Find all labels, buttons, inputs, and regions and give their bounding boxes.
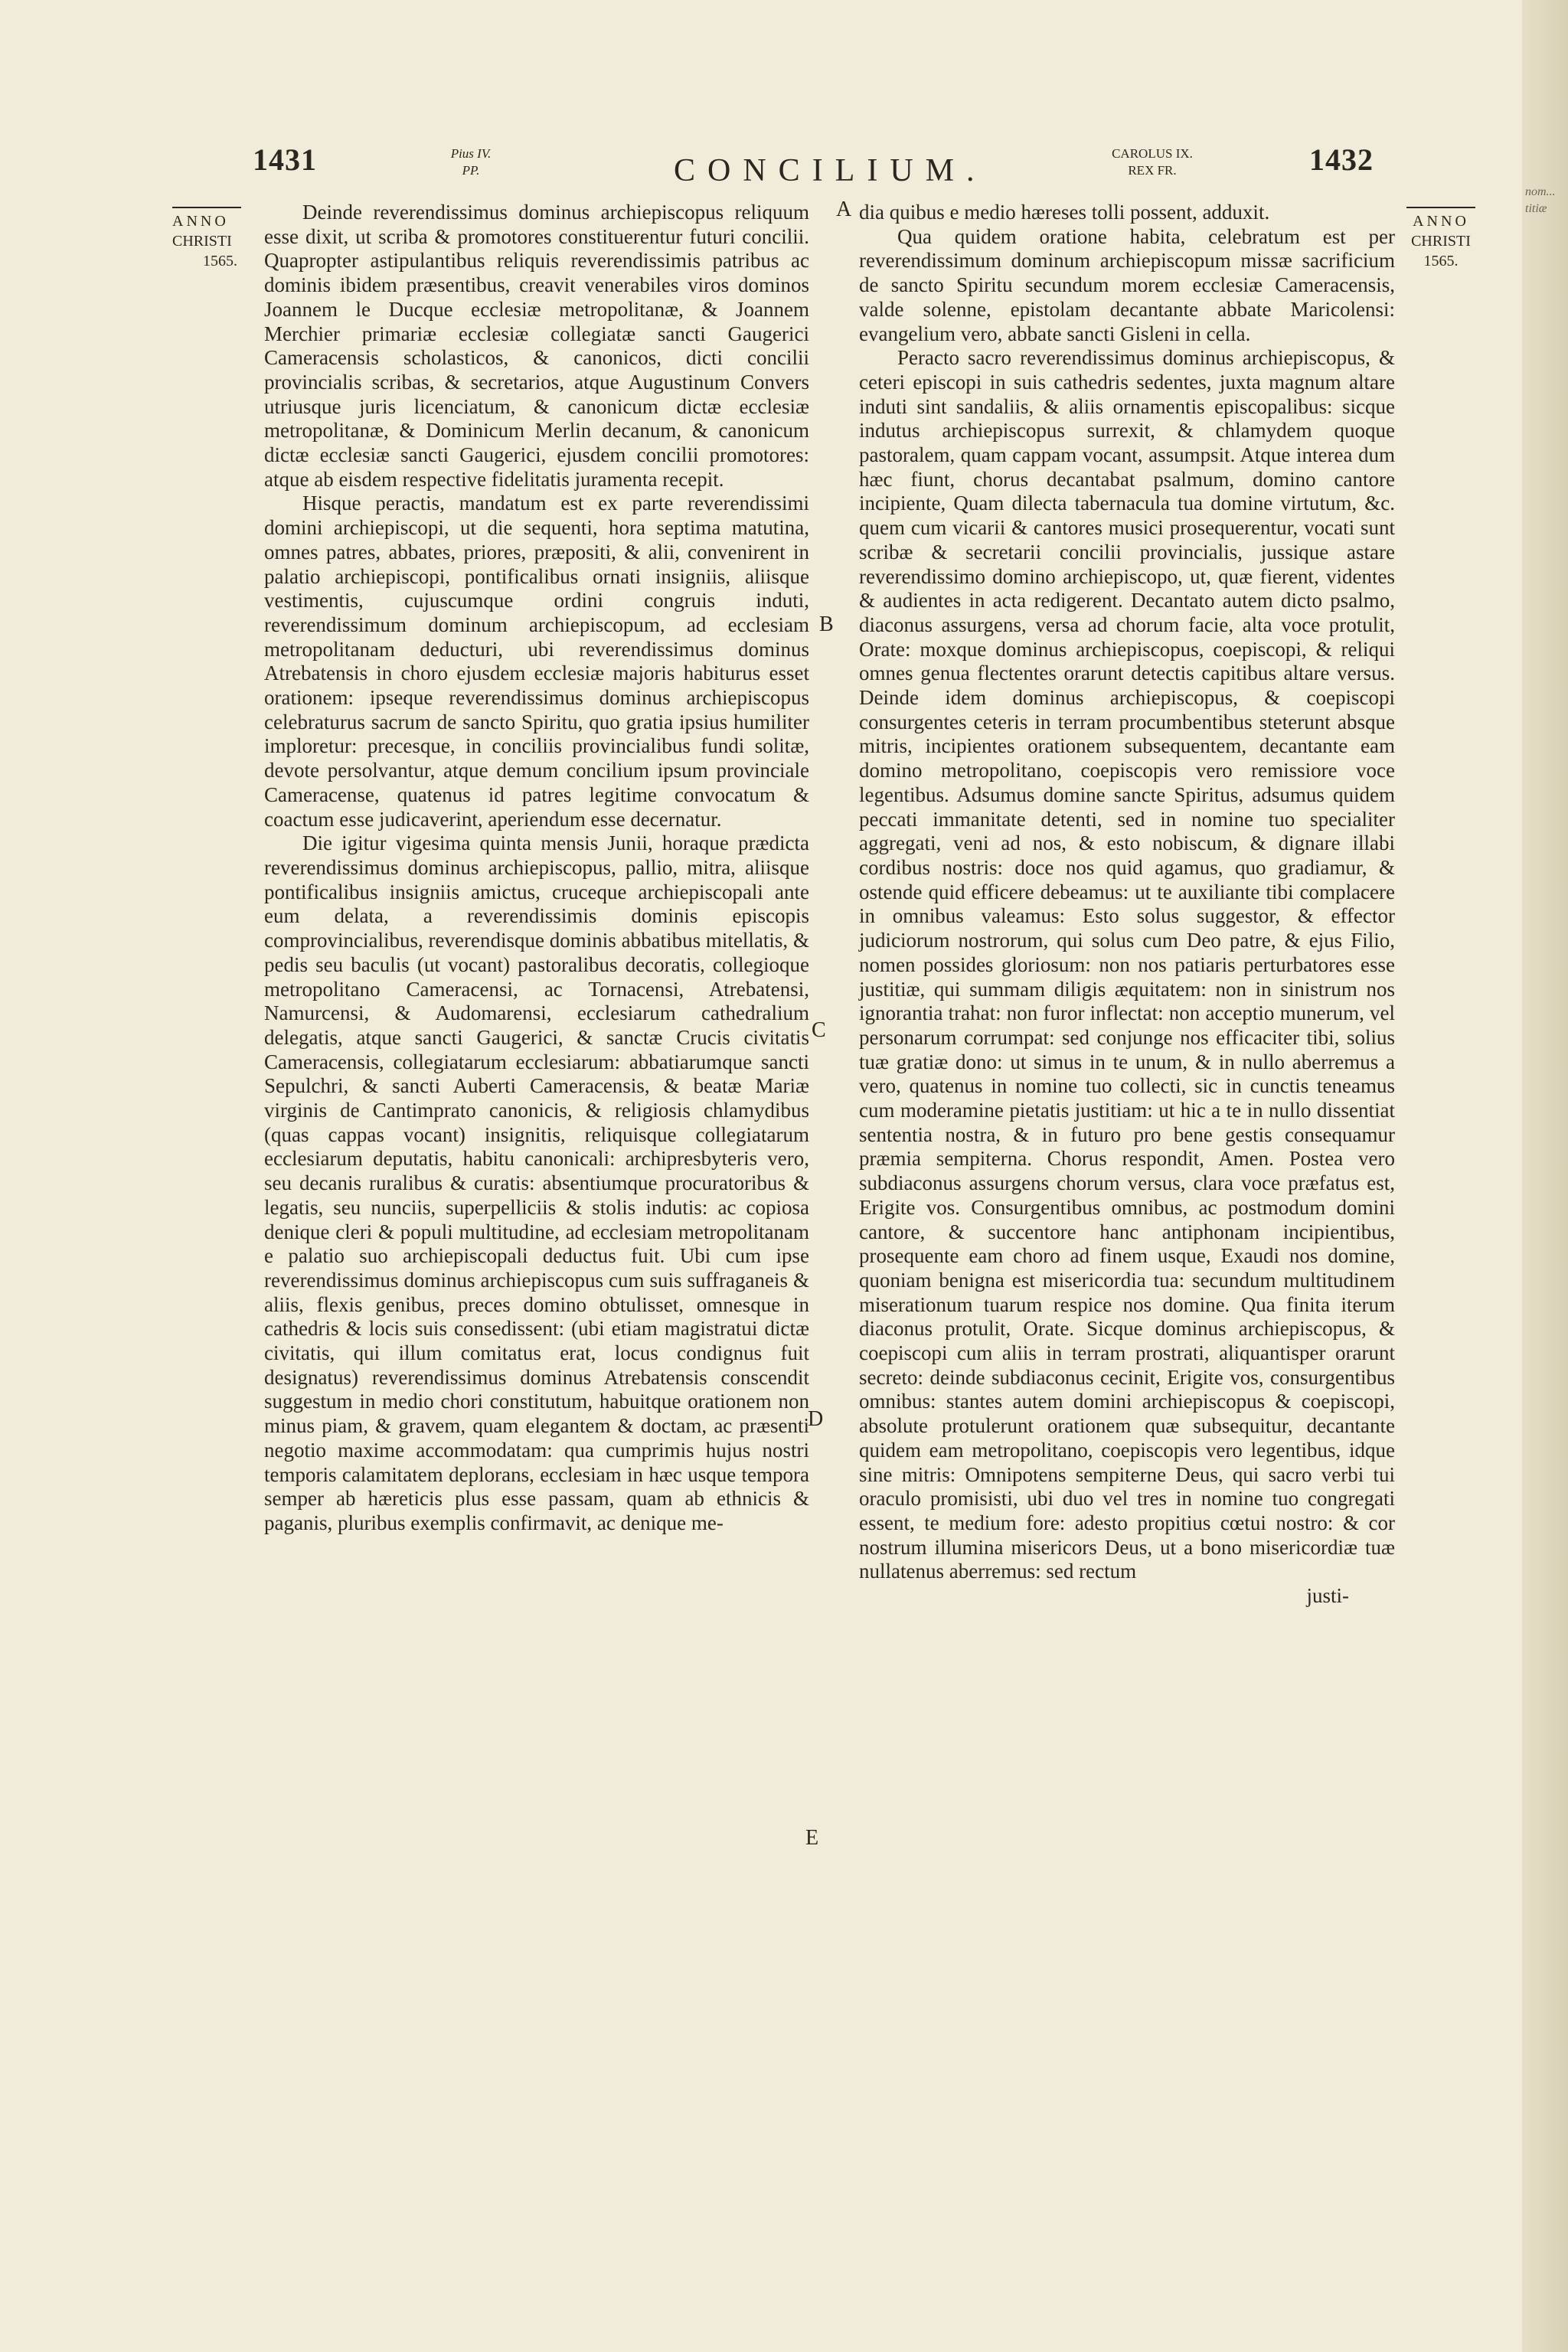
paragraph: Deinde reverendissimus dominus archiepiscopus reliquum esse dixit, ut scriba & promotores constituerentur futuri concilii. Quapropter astipulantibus reliquis reverendissimis patribus ac dominis ibidem præsentibus, creavit venerabiles viros dominos Joannem le Ducque ecclesiæ metropolitanæ, & Joannem Merchier primariæ ecclesiæ collegiatæ sancti Gaugerici Cameracensis scholasticos, & canonicos, dicti concilii provincialis scribas, & secretarios, atque Augustinum Convers utriusque juris licenciatum, & canonicum dictæ ecclesiæ metropolitanæ, & Dominicum Merlin decanum, & canonicum dictæ ecclesiæ sancti Gaugerici, ejusdem concilii promotores: atque ab eisdem respective fidelitatis juramenta recepit. xyxy=(264,201,809,491)
catchword: justi- xyxy=(1306,1584,1349,1608)
king-heading xyxy=(1102,145,1202,179)
king-name: CAROLUS IX. xyxy=(1112,146,1193,161)
margin-anno: ANNO xyxy=(1413,213,1469,230)
pope-title: PP. xyxy=(462,163,480,178)
margin-rule xyxy=(172,207,241,208)
page-number-right: 1432 xyxy=(1309,142,1374,177)
paragraph: Qua quidem oratione habita, celebratum est per reverendissimum dominum archiepiscopum missæ sacrificium de sancto Spiritu secundum morem ecclesiæ Cameracensis, valde solenne, epistolam decantante abbate Maricolensi: evangelium vero, abbate sancti Gisleni in cella. xyxy=(859,224,1395,345)
running-title: CONCILIUM. xyxy=(674,153,987,188)
facing-page-text: nom... titiæ xyxy=(1525,185,1556,215)
facing-page-edge xyxy=(1522,0,1568,2352)
paragraph: Hisque peractis, mandatum est ex parte reverendissimi domini archiepiscopi, ut die sequenti, hora septima matutina, omnes patres, abbates, priores, præpositi, & alii, convenirent in palatio archiepiscopi, pontificalibus ornati insigniis, aliisque vestimentis, cujuscumque ordini congruis induti, reverendissimum dominum archiepiscopum, ad ecclesiam metropolitanam deducturi, ubi reverendissimus dominus Atrebatensis in choro ejusdem ecclesiæ majoris habiturus esset orationem: ipseque reverendissimus dominus archiepiscopus celebraturus sacrum de sancto Spiritu, quo gratia ipsius humiliter imploretur: precesque, in conciliis provincialibus fundi solitæ, devote persolvantur, atque demum concilium ipsum provinciale Cameracense, quatenus id patres legitime convocatum & coactum esse judicaverint, aperiendum esse decernatur. xyxy=(264,492,809,831)
right-column xyxy=(859,201,1395,1609)
page-number-left: 1431 xyxy=(253,142,317,177)
margin-year: 1565. xyxy=(1423,253,1459,270)
section-letter-b: B xyxy=(819,612,834,636)
running-header xyxy=(0,142,1568,188)
section-letter-a: A xyxy=(836,198,852,221)
pope-name: Pius IV. xyxy=(450,146,492,161)
paragraph: Die igitur vigesima quinta mensis Junii, horaque prædicta reverendissimus dominus archiepiscopus, pallio, mitra, aliisque pontificalibus insigniis amictus, cruceque archiepiscopali ante eum delata, a reverendissimis dominis episcopis comprovincialibus, reverendisque dominis abbatibus mitellatis, & pedis seu baculis (ut vocant) pastoralibus decoratis, collegioque metropolitano Cameracensi, ac Tornacensi, Atrebatensi, Namurcensi, & Audomarensi, ecclesiarum cathedralium delegatis, atque sancti Gaugerici, & sanctæ Crucis civitatis Cameracensis, collegiatarum ecclesiarum: abbatiarumque sancti Sepulchri, & sancti Auberti Cameracensis, & beatæ Mariæ virginis de Cantimprato canonicis, & religiosis chlamydibus (quas cappas vocant) insignitis, reliquisque collegiatarum ecclesiarum deputatis, habitu canonicali: archipresbyteris vero, seu decanis ruralibus & curatis: absentiumque procuratoribus & legatis, seu nunciis, superpelliciis & stolis indutis: ac copiosa denique cleri & populi multitudine, ad ecclesiam metropolitanam e palatio suo archiepiscopali deductus fuit. Ubi cum ipse reverendissimus dominus archiepiscopus cum suis suffraganeis & aliis, flexis genibus, preces domino obtulisset, omnesque in cathedris & locis suis consedissent: (ubi etiam magistratui dictæ civitatis, qui illum comitatus erat, locus condignus fuit designatus) reverendissimus dominus Atrebatensis conscendit suggestum in medio chori constitutum, habuitque orationem non minus piam, & gravem, quam elegantem & doctam, ac præsenti negotio maxime accommodatam: qua cumprimis hujus nostri temporis calamitatem deplorans, ecclesiam in hæc usque tempora semper ab hæreticis plus esse passam, quam ab ethnicis & paganis, pluribus exemplis confirmavit, ac denique me- xyxy=(264,831,809,1534)
margin-rule xyxy=(1406,207,1475,208)
margin-note-left xyxy=(172,207,272,271)
margin-year: 1565. xyxy=(203,253,237,270)
pope-heading xyxy=(448,145,494,179)
section-letter-d: D xyxy=(808,1407,824,1431)
section-letter-c: C xyxy=(812,1018,826,1042)
margin-christi: CHRISTI xyxy=(172,233,232,250)
margin-note-right xyxy=(1395,207,1487,271)
left-column xyxy=(264,201,809,1536)
section-letter-e: E xyxy=(805,1826,819,1850)
margin-christi: CHRISTI xyxy=(1411,233,1471,250)
margin-anno: ANNO xyxy=(172,213,229,230)
paragraph: Peracto sacro reverendissimus dominus archiepiscopus, & ceteri episcopi in suis cathedris sedentes, juxta magnum altare induti sint sandaliis, & aliis ornamentis episcopalibus: sicque indutus archiepiscopus surrexit, & chlamydem quoque pastoralem, quam cappam vocant, assumpsit. Atque interea dum hæc fiunt, chorus decantabat psalmum, domino cantore incipiente, Quam dilecta tabernacula tua domine virtutum, &c. quem cum vicarii & cantores musici prosequerentur, vocati sunt scribæ & secretarii concilii provincialis, jussique astare reverendissimo domino archiepiscopo, ut, quæ fierent, videntes & audientes in acta redigerent. Decantato autem dicto psalmo, diaconus assurgens, versa ad chorum facie, alta voce protulit, Orate: moxque dominus archiepiscopus, coepiscopi, & reliqui omnes genua flectentes orarunt detectis capitibus altare versus. Deinde idem dominus archiepiscopus, & coepiscopi consurgentes ceteris in terram procumbentibus steterunt absque mitris, incipientes orationem subsequentem, decantante eam domino metropolitano, coepiscopis vero remissiore voce legentibus. Adsumus domine sancte Spiritus, adsumus quidem peccati immanitate detenti, sed in nomine tuo specialiter aggregati, veni ad nos, & esto nobiscum, & dignare illabi cordibus nostris: doce nos quid agamus, quo gradiamur, & ostende quid efficere debeamus: ut te auxiliante tibi complacere in omnibus valeamus: Esto solus suggestor, & effector judiciorum nostrorum, qui solus cum Deo patre, & ejus Filio, nomen possides gloriosum: non nos patiaris perturbatores esse justitiæ, qui summam diligis æquitatem: non in sinistrum nos ignorantia trahat: non furor inflectat: non acceptio munerum, vel personarum corrumpat: sed conjunge nos efficaciter tibi, solius tuæ gratiæ dono: ut simus in te unum, & in nullo aberremus a vero, quatenus in nomine tuo collecti, sic in cunctis teneamus cum moderamine pietatis justitiam: ut hic a te in nullo dissentiat sententia nostra, & in futuro pro bene gestis consequamur præmia sempiterna. Chorus respondit, Amen. Postea vero subdiaconus assurgens chorum versus, clara voce præfatus est, Erigite vos. Consurgentibus omnibus, ac postmodum domini cantore, & succentore hanc antiphonam incipientibus, prosequente eam choro ad finem usque, Exaudi nos domine, quoniam benigna est misericordia tua: secundum multitudinem miserationum tuarum respice nos domine. Qua finita iterum diaconus protulit, Orate. Sicque dominus archiepiscopus, & coepiscopi cum aliis in terram prostrati, aliquantisper orarunt secreto: deinde subdiaconus cecinit, Erigite vos, consurgentibus omnibus: stantes autem domini archiepiscopus & coepiscopi, absolute protulerunt orationem quæ subsequitur, decantante quidem eam metropolitano, coepiscopis vero legentibus, idque sine mitris: Omnipotens sempiterne Deus, qui sacro verbi tui oraculo promisisti, ubi duo vel tres in nomine tuo congregati essent, te medium fore: adesto propitius cœtui nostro: & cor nostrum illumina misericors Deus, ut a bono misericordiæ tuæ nullatenus aberremus: sed rectum xyxy=(859,346,1395,1583)
paragraph: dia quibus e medio hæreses tolli possent, adduxit. xyxy=(859,201,1270,224)
king-title: REX FR. xyxy=(1128,163,1177,178)
